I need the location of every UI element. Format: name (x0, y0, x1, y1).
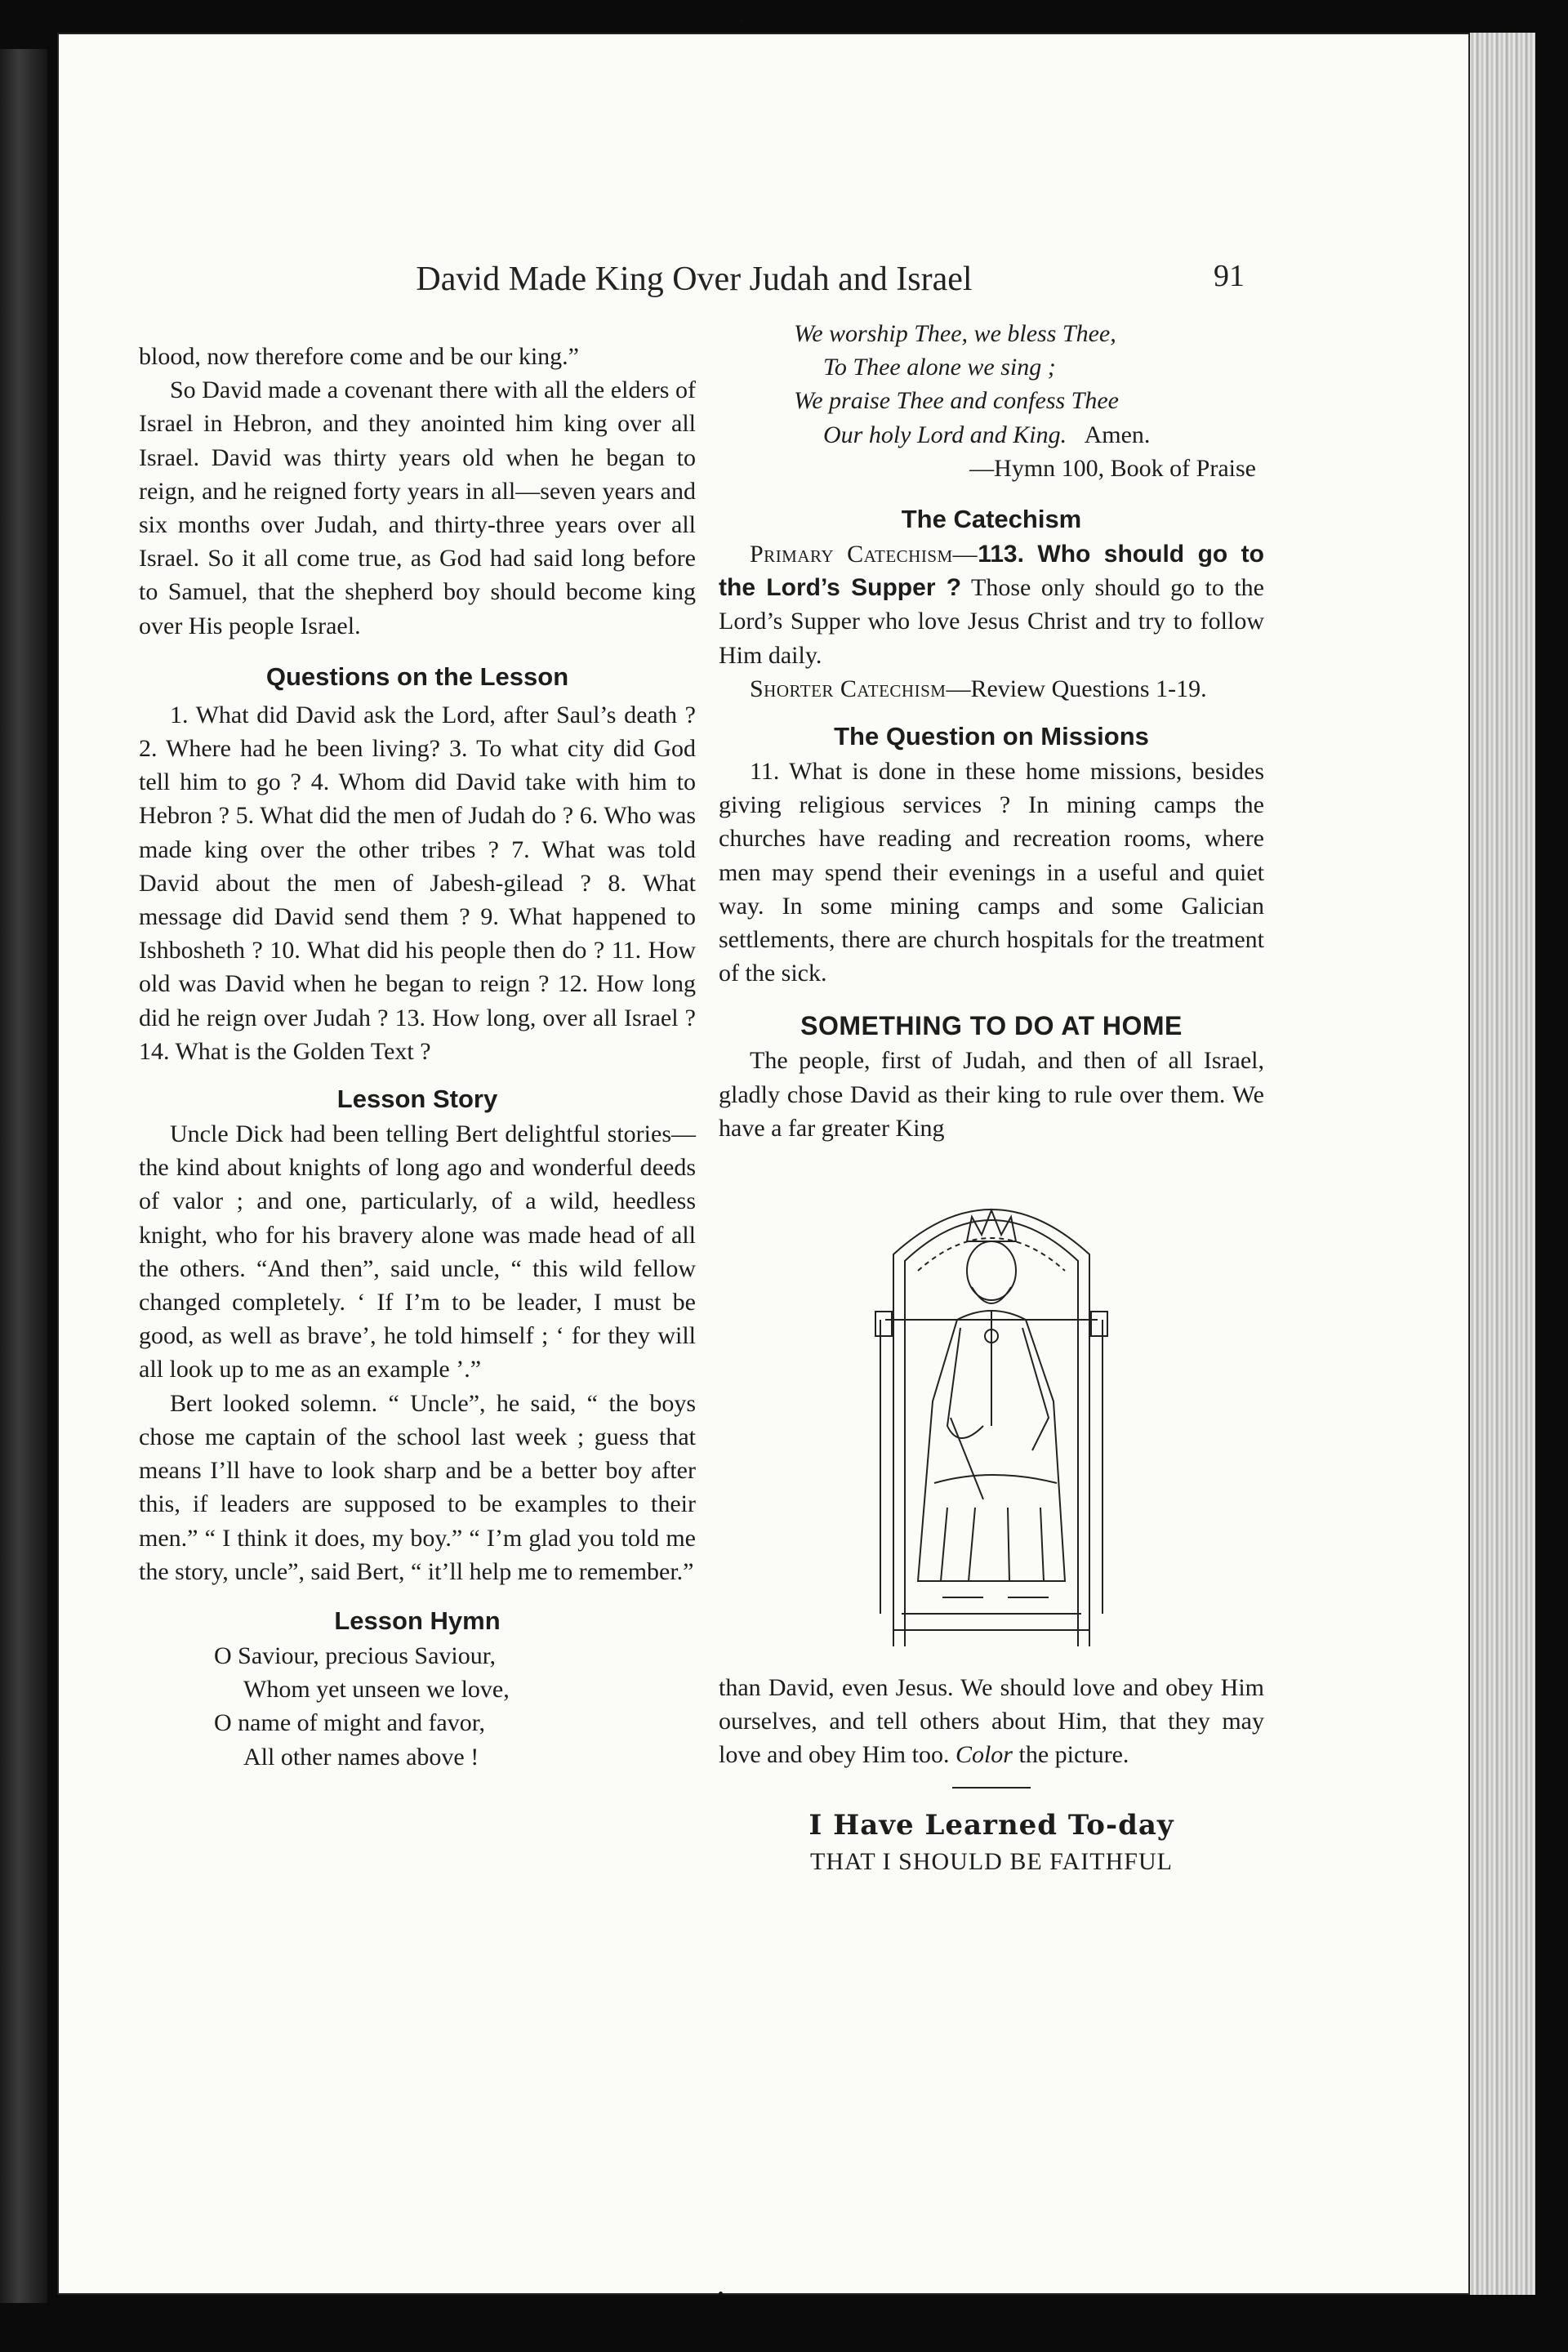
divider-rule (952, 1787, 1031, 1788)
hymn-line: O Saviour, precious Saviour, (214, 1642, 497, 1669)
shorter-catechism-label: Shorter Catechism (750, 675, 947, 702)
home-activity-text-2-tail: the picture. (1012, 1741, 1129, 1769)
page-number: 91 (1214, 259, 1245, 293)
story-paragraph-1: Uncle Dick had been telling Bert delightful stories—the kind about knights of long ago and wonderful deeds of valor ; and one, particularly, of a wild, heedless knight, who for his bravery alone was made head of all the others. “And then”, said uncle, “ this wild fellow changed completely. ‘ If I’m to be leader, I must be good, as well as brave’, he told himself ; ‘ for they will all look up to me as an example ’.” (139, 1120, 696, 1383)
missions-text: 11. What is done in these home missions, besides giving religious services ? In mining camps the churches have reading and recreation rooms, where men may spend their evenings in a useful and quiet way. In some mining camps and some Galician settlements, there are church hospitals for the treatment of the sick. (719, 758, 1264, 987)
learned-today-heading: I Have Learned To-day (808, 1808, 1174, 1842)
home-activity-text-2-main: than David, even Jesus. We should love and obey Him ourselves, and tell others about Him, that they may love and obey Him too. (719, 1674, 1264, 1769)
questions-text: 1. What did David ask the Lord, after Saul’s death ? 2. Where had he been living? 3. To what city did God tell him to go ? 4. Whom did David take with him to Hebron ? 5. What did the men of Judah do ? 6. Who was made king over the other tribes ? 7. What was told David about the men of Jabesh-gilead ? 8. What message did David send them ? 9. What happened to Ishbosheth ? 10. What did his people then do ? 11. How old was David when he began to reign ? 12. How long did he reign over Judah ? 13. How long, over all Israel ? 14. What is the Golden Text ? (139, 701, 696, 1065)
king-on-throne-illustration (869, 1156, 1114, 1663)
home-activity-text-1: The people, first of Judah, and then of all Israel, gladly chose David as their king to rule over them. We have a far greater King (719, 1047, 1264, 1142)
home-activity-text-2 (719, 1671, 1264, 1772)
running-header: David Made King Over Judah and Israel (416, 261, 973, 298)
lesson-story-heading: Lesson Story (336, 1085, 498, 1114)
learned-today-text: THAT I SHOULD BE FAITHFUL (810, 1847, 1173, 1875)
verse-line: To Thee alone we sing ; (823, 354, 1056, 381)
amen: Amen. (1084, 421, 1151, 448)
hymn-line: All other names above ! (243, 1743, 479, 1771)
intro-paragraph: So David made a covenant there with all the elders of Israel in Hebron, and they anointed him king over all Israel. David was thirty years old when he began to reign, and he reigned forty years in all—seven years and six months over Judah, and thirty-three years over all Israel. So it all come true, as God had said long before to Samuel, that the shepherd boy should become king over His people Israel. (139, 376, 696, 639)
verse-line (794, 418, 1264, 452)
verse-line: We praise Thee and confess Thee (794, 387, 1119, 415)
shorter-catechism-text: —Review Questions 1-19. (946, 675, 1207, 702)
print-speck (740, 20, 743, 22)
catechism-heading: The Catechism (901, 505, 1082, 534)
missions-heading: The Question on Missions (834, 722, 1149, 751)
left-column (139, 340, 696, 1774)
shorter-catechism (719, 672, 1264, 706)
hymn-line: Whom yet unseen we love, (243, 1676, 510, 1704)
questions-heading: Questions on the Lesson (265, 662, 569, 691)
verse-line: We worship Thee, we bless Thee, (794, 320, 1116, 347)
lesson-hymn (139, 1639, 696, 1774)
page-edges (1470, 33, 1535, 2295)
intro-continuation: blood, now therefore come and be our king.” (139, 343, 579, 370)
home-activity-heading: SOMETHING TO DO AT HOME (800, 1011, 1183, 1041)
hymn-source: —Hymn 100, Book of Praise (969, 454, 1256, 482)
story-paragraph-2: Bert looked solemn. “ Uncle”, he said, “ the boys chose me captain of the school last week ; guess that means I’ll have to look sharp and be a better boy after this, if leaders are supposed to be examples to their men.” “ I think it does, my boy.” “ I’m glad you told me the story, uncle”, said Bert, “ it’ll help me to remember.” (139, 1389, 696, 1585)
book-spine-shadow (0, 49, 47, 2303)
closing-hymn-verse (719, 317, 1264, 485)
verse-line-text: Our holy Lord and King. (823, 421, 1067, 448)
primary-catechism-question: 113. Who should go to the Lord’s Supper ? (719, 541, 1265, 602)
primary-catechism-label: Primary Catechism— (750, 541, 978, 568)
lesson-hymn-heading: Lesson Hymn (334, 1606, 501, 1635)
print-speck (719, 2292, 723, 2296)
primary-catechism-answer: Those only should go to the Lord’s Supper who love Jesus Christ and try to follow Him daily. (719, 574, 1264, 669)
hymn-line: O name of might and favor, (214, 1709, 486, 1737)
primary-catechism (719, 537, 1264, 672)
right-column (719, 317, 1264, 1880)
color-word: Color (955, 1741, 1013, 1769)
